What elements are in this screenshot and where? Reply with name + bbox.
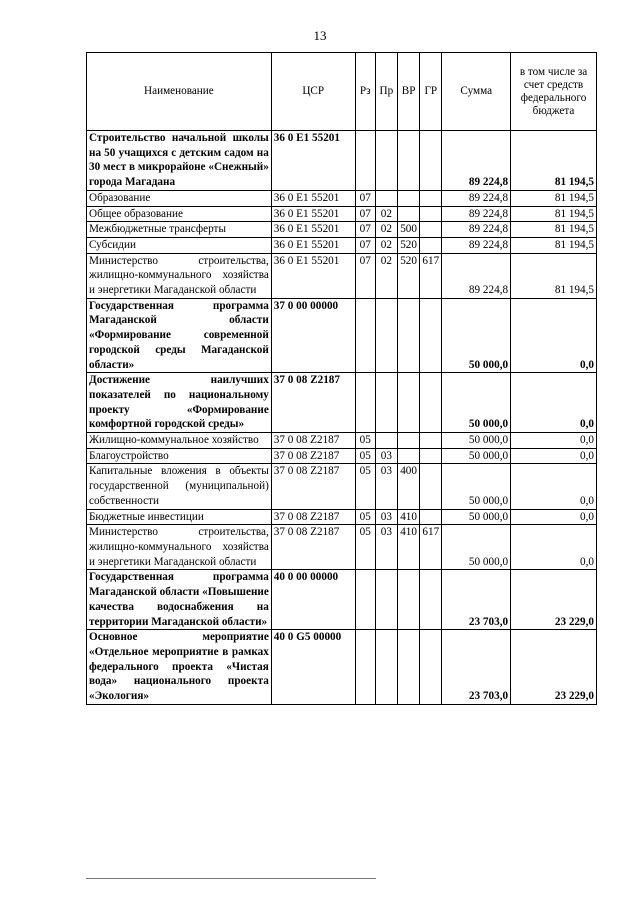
row-vr: 410 bbox=[398, 509, 420, 525]
row-federal: 81 194,5 bbox=[511, 131, 597, 191]
row-gr bbox=[420, 373, 442, 433]
row-name: Образование bbox=[87, 190, 272, 206]
row-sum: 50 000,0 bbox=[442, 525, 511, 570]
row-rz bbox=[355, 131, 375, 191]
table-row bbox=[87, 131, 597, 191]
row-rz: 05 bbox=[355, 509, 375, 525]
row-pr: 02 bbox=[375, 237, 397, 253]
row-csr: 36 0 E1 55201 bbox=[271, 237, 355, 253]
row-pr: 03 bbox=[375, 464, 397, 509]
row-pr bbox=[375, 131, 397, 191]
row-sum: 89 224,8 bbox=[442, 131, 511, 191]
row-gr bbox=[420, 237, 442, 253]
row-federal: 0,0 bbox=[511, 464, 597, 509]
row-csr: 36 0 E1 55201 bbox=[271, 190, 355, 206]
row-rz: 07 bbox=[355, 206, 375, 222]
row-rz bbox=[355, 570, 375, 630]
row-csr: 37 0 08 Z2187 bbox=[271, 433, 355, 449]
row-federal: 0,0 bbox=[511, 373, 597, 433]
row-vr bbox=[398, 630, 420, 705]
row-name: Министерство строительства, жилищно-коммунального хозяйства и энергетики Магаданской области bbox=[87, 253, 272, 298]
table-row bbox=[87, 373, 597, 433]
row-rz: 07 bbox=[355, 222, 375, 238]
row-gr bbox=[420, 509, 442, 525]
row-csr: 40 0 00 00000 bbox=[271, 570, 355, 630]
header-rz: Рз bbox=[355, 53, 375, 131]
table-row bbox=[87, 433, 597, 449]
row-gr bbox=[420, 448, 442, 464]
table-row bbox=[87, 525, 597, 570]
row-vr bbox=[398, 298, 420, 373]
table-row bbox=[87, 253, 597, 298]
row-pr: 02 bbox=[375, 206, 397, 222]
row-vr bbox=[398, 570, 420, 630]
row-sum: 89 224,8 bbox=[442, 206, 511, 222]
row-sum: 23 703,0 bbox=[442, 570, 511, 630]
row-gr bbox=[420, 222, 442, 238]
row-pr: 02 bbox=[375, 222, 397, 238]
row-vr bbox=[398, 190, 420, 206]
row-federal: 81 194,5 bbox=[511, 206, 597, 222]
row-pr: 02 bbox=[375, 253, 397, 298]
row-federal: 23 229,0 bbox=[511, 570, 597, 630]
row-csr: 36 0 E1 55201 bbox=[271, 131, 355, 191]
row-csr: 37 0 08 Z2187 bbox=[271, 509, 355, 525]
table-row bbox=[87, 464, 597, 509]
row-federal: 81 194,5 bbox=[511, 222, 597, 238]
row-gr: 617 bbox=[420, 525, 442, 570]
table-row bbox=[87, 237, 597, 253]
row-csr: 37 0 08 Z2187 bbox=[271, 448, 355, 464]
row-gr: 617 bbox=[420, 253, 442, 298]
table-row bbox=[87, 298, 597, 373]
row-federal: 0,0 bbox=[511, 448, 597, 464]
row-vr bbox=[398, 131, 420, 191]
header-name: Наименование bbox=[87, 53, 272, 131]
row-vr: 520 bbox=[398, 237, 420, 253]
row-pr bbox=[375, 433, 397, 449]
row-gr bbox=[420, 433, 442, 449]
row-sum: 50 000,0 bbox=[442, 464, 511, 509]
budget-table bbox=[86, 52, 597, 705]
row-federal: 0,0 bbox=[511, 509, 597, 525]
row-name: Министерство строительства, жилищно-коммунального хозяйства и энергетики Магаданской области bbox=[87, 525, 272, 570]
row-vr: 520 bbox=[398, 253, 420, 298]
row-vr: 500 bbox=[398, 222, 420, 238]
row-csr: 37 0 08 Z2187 bbox=[271, 373, 355, 433]
header-sum: Сумма bbox=[442, 53, 511, 131]
row-pr: 03 bbox=[375, 509, 397, 525]
row-federal: 23 229,0 bbox=[511, 630, 597, 705]
row-vr: 410 bbox=[398, 525, 420, 570]
row-csr: 37 0 00 00000 bbox=[271, 298, 355, 373]
row-vr bbox=[398, 373, 420, 433]
row-sum: 50 000,0 bbox=[442, 433, 511, 449]
row-name: Основное мероприятие «Отдельное мероприятие в рамках федерального проекта «Чистая вода» национального проекта «Экология» bbox=[87, 630, 272, 705]
row-pr: 03 bbox=[375, 448, 397, 464]
header-pr: Пр bbox=[375, 53, 397, 131]
row-federal: 81 194,5 bbox=[511, 253, 597, 298]
header-row bbox=[87, 53, 597, 131]
row-name: Государственная программа Магаданской области «Повышение качества водоснабжения на территории Магаданской области» bbox=[87, 570, 272, 630]
row-csr: 40 0 G5 00000 bbox=[271, 630, 355, 705]
table-row bbox=[87, 448, 597, 464]
row-name: Жилищно-коммунальное хозяйство bbox=[87, 433, 272, 449]
row-rz: 07 bbox=[355, 190, 375, 206]
row-federal: 0,0 bbox=[511, 525, 597, 570]
row-vr: 400 bbox=[398, 464, 420, 509]
row-sum: 50 000,0 bbox=[442, 509, 511, 525]
row-rz: 05 bbox=[355, 464, 375, 509]
row-pr bbox=[375, 570, 397, 630]
row-rz: 05 bbox=[355, 525, 375, 570]
header-gr: ГР bbox=[420, 53, 442, 131]
row-sum: 23 703,0 bbox=[442, 630, 511, 705]
row-sum: 50 000,0 bbox=[442, 373, 511, 433]
row-vr bbox=[398, 448, 420, 464]
row-gr bbox=[420, 630, 442, 705]
row-name: Строительство начальной школы на 50 учащихся с детским садом на 30 мест в микрорайоне «Снежный» города Магадана bbox=[87, 131, 272, 191]
row-federal: 0,0 bbox=[511, 433, 597, 449]
row-gr bbox=[420, 206, 442, 222]
row-sum: 50 000,0 bbox=[442, 448, 511, 464]
table-row bbox=[87, 630, 597, 705]
row-rz: 07 bbox=[355, 237, 375, 253]
row-sum: 89 224,8 bbox=[442, 190, 511, 206]
header-csr: ЦСР bbox=[271, 53, 355, 131]
row-sum: 89 224,8 bbox=[442, 222, 511, 238]
page-number: 13 bbox=[313, 28, 327, 43]
row-csr: 37 0 08 Z2187 bbox=[271, 464, 355, 509]
row-gr bbox=[420, 131, 442, 191]
row-pr bbox=[375, 298, 397, 373]
footer-rule bbox=[86, 878, 376, 879]
row-gr bbox=[420, 298, 442, 373]
row-vr bbox=[398, 433, 420, 449]
row-sum: 89 224,8 bbox=[442, 253, 511, 298]
row-name: Бюджетные инвестиции bbox=[87, 509, 272, 525]
row-rz: 05 bbox=[355, 448, 375, 464]
row-name: Государственная программа Магаданской области «Формирование современной городской среды Магаданской области» bbox=[87, 298, 272, 373]
row-rz bbox=[355, 298, 375, 373]
header-federal: в том числе за счет средств федерального бюджета bbox=[511, 53, 597, 131]
row-csr: 36 0 E1 55201 bbox=[271, 222, 355, 238]
row-rz: 05 bbox=[355, 433, 375, 449]
table-row bbox=[87, 570, 597, 630]
row-gr bbox=[420, 570, 442, 630]
row-pr bbox=[375, 190, 397, 206]
row-sum: 50 000,0 bbox=[442, 298, 511, 373]
row-csr: 36 0 E1 55201 bbox=[271, 206, 355, 222]
row-federal: 0,0 bbox=[511, 298, 597, 373]
row-federal: 81 194,5 bbox=[511, 237, 597, 253]
row-gr bbox=[420, 464, 442, 509]
row-name: Капитальные вложения в объекты государственной (муниципальной) собственности bbox=[87, 464, 272, 509]
row-name: Межбюджетные трансферты bbox=[87, 222, 272, 238]
row-name: Достижение наилучших показателей по национальному проекту «Формирование комфортной городской среды» bbox=[87, 373, 272, 433]
row-pr: 03 bbox=[375, 525, 397, 570]
table-row bbox=[87, 206, 597, 222]
row-csr: 37 0 08 Z2187 bbox=[271, 525, 355, 570]
row-gr bbox=[420, 190, 442, 206]
header-vr: ВР bbox=[398, 53, 420, 131]
table-row bbox=[87, 222, 597, 238]
row-name: Благоустройство bbox=[87, 448, 272, 464]
row-vr bbox=[398, 206, 420, 222]
table-row bbox=[87, 190, 597, 206]
row-name: Субсидии bbox=[87, 237, 272, 253]
row-name: Общее образование bbox=[87, 206, 272, 222]
row-sum: 89 224,8 bbox=[442, 237, 511, 253]
row-rz bbox=[355, 373, 375, 433]
row-rz: 07 bbox=[355, 253, 375, 298]
row-federal: 81 194,5 bbox=[511, 190, 597, 206]
row-pr bbox=[375, 373, 397, 433]
row-rz bbox=[355, 630, 375, 705]
row-pr bbox=[375, 630, 397, 705]
row-csr: 36 0 E1 55201 bbox=[271, 253, 355, 298]
table-row bbox=[87, 509, 597, 525]
